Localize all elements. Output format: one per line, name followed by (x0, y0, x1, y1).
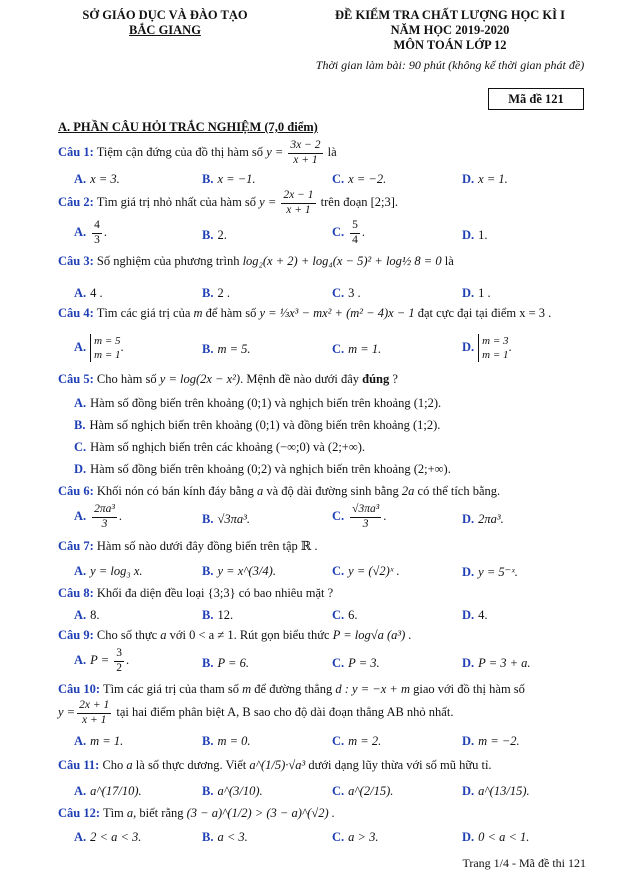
question-label: Câu 5: (58, 372, 94, 386)
option-d[interactable]: D. 1. (462, 228, 488, 242)
question-label: Câu 3: (58, 254, 94, 268)
option-d[interactable]: D. x = 1. (462, 172, 508, 186)
formula: P = log√a (a³) . (332, 628, 412, 642)
option-b[interactable]: B. Hàm số nghịch biến trên khoảng (0;1) và đồng biến trên khoảng (1;2). (74, 418, 441, 432)
exam-code-box: Mã đề 121 (488, 88, 584, 110)
question-label: Câu 9: (58, 628, 94, 642)
option-c[interactable]: C. 6. (332, 608, 358, 622)
province-line: BẮC GIANG (129, 23, 201, 37)
question-7 (58, 538, 318, 554)
option-c[interactable]: C. m = 1. (332, 342, 382, 356)
option-a[interactable]: A. y = log₃ x. (74, 564, 143, 578)
question-text-line2: tại hai điểm phân biệt A, B sao cho độ dài đoạn thẳng AB nhỏ nhất. (116, 704, 454, 719)
option-c[interactable]: C. m = 2. (332, 734, 382, 748)
option-a[interactable]: A. m = 5 m = 1. (74, 335, 124, 361)
question-text: Tìm (102, 806, 124, 820)
formula: log₂(x + 2) + log₄(x − 5)² + log½ 8 = 0 (242, 254, 442, 268)
department-line: SỞ GIÁO DỤC VÀ ĐÀO TẠO (82, 8, 248, 22)
option-c[interactable]: C. x = −2. (332, 172, 387, 186)
option-d[interactable]: D. 2πa³. (462, 512, 504, 526)
variable: m (242, 682, 252, 696)
question-11 (58, 758, 492, 773)
question-label: Câu 1: (58, 144, 94, 159)
option-b[interactable]: B. m = 0. (202, 734, 251, 748)
question-6 (58, 484, 500, 499)
option-c[interactable]: C. y = (√2)ˣ . (332, 564, 400, 578)
question-2 (58, 190, 398, 216)
option-c[interactable]: C. a^(2/15). (332, 784, 394, 798)
question-text-mid: để đường thẳng (254, 682, 333, 696)
formula: y = (266, 144, 287, 159)
question-text: Tìm các giá trị của (96, 306, 191, 320)
option-c[interactable]: C. P = 3. (332, 656, 380, 670)
option-b[interactable]: B. 2. (202, 228, 227, 242)
option-a[interactable]: A. 8. (74, 608, 100, 622)
formula: d : y = −x + m (335, 682, 410, 696)
option-a[interactable]: A. $\frac{4}{3}$ . (74, 219, 108, 246)
option-b[interactable]: B. 2 . (202, 286, 230, 300)
fraction: $\frac{2x - 1}{x + 1}$ (283, 189, 314, 216)
variable: a (160, 628, 167, 642)
option-b[interactable]: B. m = 5. (202, 342, 251, 356)
option-a[interactable]: A. x = 3. (74, 172, 120, 186)
time-note: Thời gian làm bài: 90 phút (không kể thời gian phát đề) (315, 58, 585, 72)
formula: y = log(2x − x²) (159, 372, 241, 386)
option-a[interactable]: A. 4 . (74, 286, 103, 300)
question-text-mid: để hàm số (205, 306, 257, 320)
option-a[interactable]: A. m = 1. (74, 734, 124, 748)
question-text: Cho hàm số (96, 372, 157, 386)
option-c[interactable]: C. Hàm số nghịch biến trên các khoảng (−∞;0) và (2;+∞). (74, 440, 366, 454)
option-c[interactable]: C. a > 3. (332, 830, 379, 844)
question-text-end: dưới dạng lũy thừa với số mũ hữu tỉ. (308, 758, 492, 772)
emphasis-word: đúng (362, 372, 390, 386)
question-label: Câu 12: (58, 806, 101, 820)
option-b[interactable]: B. y = x^(3/4). (202, 564, 276, 578)
question-text: Cho số thực (96, 628, 158, 642)
question-label: Câu 8: (58, 586, 94, 600)
option-d[interactable]: D. m = 3 m = 1. (462, 335, 512, 361)
question-1 (58, 140, 337, 166)
option-b[interactable]: B. √3πa³. (202, 512, 250, 526)
option-c[interactable]: C. 3 . (332, 286, 361, 300)
question-text: Cho (102, 758, 124, 772)
question-3 (58, 254, 454, 269)
question-text-end: trên đoạn [2;3]. (320, 194, 399, 209)
formula: y = ⅓x³ − mx² + (m² − 4)x − 1 (259, 306, 415, 320)
question-text-end: là (444, 254, 454, 268)
question-text: Tìm giá trị nhỏ nhất của hàm số (96, 194, 257, 209)
question-text-end: đạt cực đại tại điểm x = 3 . (417, 306, 552, 320)
option-b[interactable]: B. a^(3/10). (202, 784, 263, 798)
subject-line: MÔN TOÁN LỚP 12 (393, 38, 507, 52)
question-text-end: giao với đồ thị hàm số (413, 682, 525, 696)
variable: a (256, 484, 264, 498)
option-d[interactable]: D. 0 < a < 1. (462, 830, 530, 844)
question-text-mid: . Mệnh đề nào dưới đây (240, 372, 359, 386)
question-label: Câu 7: (58, 539, 94, 553)
question-12 (58, 806, 335, 821)
exam-header (290, 8, 610, 53)
option-d[interactable]: D. a^(13/15). (462, 784, 530, 798)
question-label: Câu 11: (58, 758, 100, 772)
option-b[interactable]: B. a < 3. (202, 830, 248, 844)
variable: 2a (401, 484, 415, 498)
option-d[interactable]: D. 1 . (462, 286, 491, 300)
question-text-mid: với 0 < a ≠ 1. Rút gọn biểu thức (169, 628, 330, 642)
question-label: Câu 4: (58, 306, 94, 320)
option-a[interactable]: A. 2 < a < 3. (74, 830, 142, 844)
option-a[interactable]: A. P = $\frac{3}{2}$ . (74, 647, 130, 674)
question-label: Câu 6: (58, 484, 94, 498)
option-c[interactable]: C. $\frac{\text{√3πa³}}{3}$ . (332, 503, 387, 530)
page-footer: Trang 1/4 - Mã đề thi 121 (462, 856, 586, 870)
fraction: $\frac{2x + 1}{x + 1}$ (79, 699, 110, 726)
option-a[interactable]: A. $\frac{\text{2πa³}}{3}$ . (74, 503, 122, 530)
option-b[interactable]: B. x = −1. (202, 172, 256, 186)
option-d[interactable]: D. 4. (462, 608, 488, 622)
variable: a (126, 758, 133, 772)
question-text: Tìm các giá trị của tham số (102, 682, 239, 696)
question-mark: ? (392, 372, 398, 386)
question-text: Hàm số nào dưới đây đồng biến trên tập ℝ . (96, 539, 318, 553)
exam-title: ĐỀ KIỂM TRA CHẤT LƯỢNG HỌC KÌ I (334, 8, 565, 22)
question-text-mid: và độ dài đường sinh bằng (266, 484, 399, 498)
question-text-mid: , biết rằng (133, 806, 184, 820)
option-c[interactable]: C. $\frac{5}{4}$ . (332, 219, 366, 246)
question-text: Tiệm cận đứng của đồ thị hàm số (96, 144, 264, 159)
question-8 (58, 586, 333, 601)
option-b[interactable]: B. P = 6. (202, 656, 249, 670)
fraction: $\frac{3x - 2}{x + 1}$ (290, 139, 321, 166)
question-10-line-2: y = $\frac{2x + 1}{x + 1}$ tại hai điểm phân biệt A, B sao cho độ dài đoạn thẳng AB nhỏ nhất. (58, 699, 454, 726)
question-9 (58, 628, 412, 643)
formula: y = (259, 194, 280, 209)
department-header (40, 8, 290, 38)
question-text-end: có thể tích bằng. (417, 484, 501, 498)
question-text: Khối nón có bán kính đáy bằng (96, 484, 254, 498)
question-10 (58, 682, 525, 697)
question-text: Số nghiệm của phương trình (96, 254, 240, 268)
question-text-end: là (327, 144, 337, 159)
question-text: Khối đa diện đều loại {3;3} có bao nhiêu mặt ? (96, 586, 334, 600)
option-b[interactable]: B. 12. (202, 608, 234, 622)
option-a[interactable]: A. Hàm số đồng biến trên khoảng (0;1) và nghịch biến trên khoảng (1;2). (74, 396, 442, 410)
option-d[interactable]: D. P = 3 + a. (462, 656, 531, 670)
option-d[interactable]: D. m = −2. (462, 734, 520, 748)
formula: a^(1/5)·√a³ (249, 758, 306, 772)
option-d[interactable]: D. Hàm số đồng biến trên khoảng (0;2) và nghịch biến trên khoảng (2;+∞). (74, 462, 451, 476)
question-4 (58, 306, 551, 321)
question-5 (58, 372, 398, 387)
option-d[interactable]: D. y = 5⁻ˣ. (462, 565, 518, 579)
question-text-mid: là số thực dương. Viết (135, 758, 247, 772)
variable: m (193, 306, 203, 320)
school-year: NĂM HỌC 2019-2020 (390, 23, 510, 37)
option-a[interactable]: A. a^(17/10). (74, 784, 142, 798)
question-label: Câu 10: (58, 682, 101, 696)
section-title: A. PHẦN CÂU HỎI TRẮC NGHIỆM (7,0 điểm) (58, 120, 318, 134)
variable: a (126, 806, 134, 820)
question-label: Câu 2: (58, 194, 94, 209)
formula: (3 − a)^(1/2) > (3 − a)^(√2) . (186, 806, 335, 820)
